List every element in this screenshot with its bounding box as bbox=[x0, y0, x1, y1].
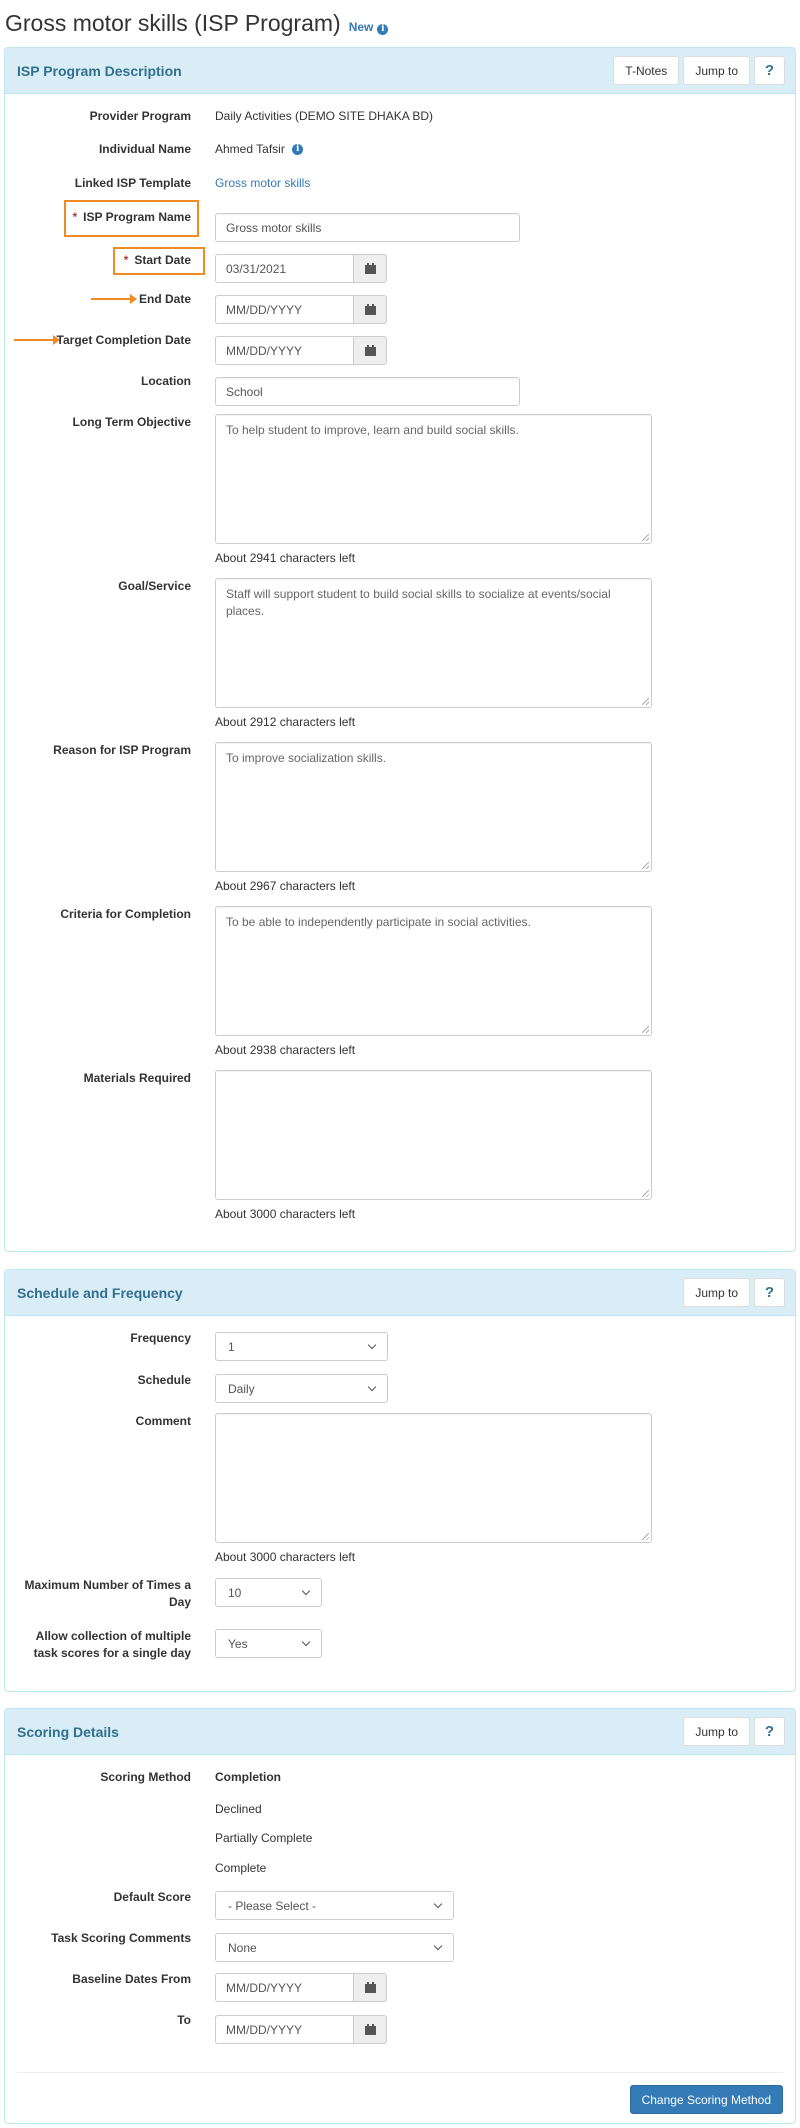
isp-program-description-panel bbox=[4, 47, 796, 1252]
frequency-label: Frequency bbox=[130, 1331, 191, 1345]
provider-program-value: Daily Activities (DEMO SITE DHAKA BD) bbox=[215, 109, 434, 123]
panel-title: Scoring Details bbox=[17, 1724, 119, 1740]
jump-to-button[interactable]: Jump to bbox=[683, 56, 750, 85]
resize-handle[interactable] bbox=[642, 1190, 649, 1197]
page-title: Gross motor skills (ISP Program) bbox=[5, 10, 341, 36]
individual-name-text: Ahmed Tafsir bbox=[215, 142, 285, 156]
characters-left: About 2941 characters left bbox=[215, 551, 356, 565]
comment-textarea[interactable] bbox=[215, 1413, 652, 1543]
max-times-label: Maximum Number of Times a Day bbox=[24, 1578, 191, 1609]
long-term-objective-label: Long Term Objective bbox=[72, 415, 191, 429]
score-option: Partially Complete bbox=[215, 1831, 313, 1845]
resize-handle[interactable] bbox=[642, 1026, 649, 1033]
program-name-input[interactable]: Gross motor skills bbox=[215, 213, 520, 242]
location-label: Location bbox=[141, 374, 191, 388]
calendar-button[interactable] bbox=[353, 2015, 387, 2044]
calendar-icon bbox=[365, 304, 376, 315]
chevron-down-icon bbox=[368, 1382, 376, 1390]
materials-textarea[interactable] bbox=[215, 1070, 652, 1200]
info-icon[interactable]: i bbox=[292, 144, 303, 155]
jump-to-button[interactable]: Jump to bbox=[683, 1278, 750, 1307]
schedule-select[interactable]: Daily bbox=[215, 1374, 388, 1403]
goal-service-textarea[interactable]: Staff will support student to build social skills to socialize at events/social places. bbox=[215, 578, 652, 708]
characters-left: About 2912 characters left bbox=[215, 715, 356, 729]
jump-to-button[interactable]: Jump to bbox=[683, 1717, 750, 1746]
characters-left: About 2938 characters left bbox=[215, 1043, 356, 1057]
baseline-from-input[interactable]: MM/DD/YYYY bbox=[215, 1973, 353, 2002]
target-date-input[interactable]: MM/DD/YYYY bbox=[215, 336, 353, 365]
characters-left: About 2967 characters left bbox=[215, 879, 356, 893]
panel-title: Schedule and Frequency bbox=[17, 1285, 183, 1301]
chevron-down-icon bbox=[302, 1637, 310, 1645]
goal-service-label: Goal/Service bbox=[118, 579, 191, 593]
baseline-to-picker bbox=[215, 2015, 387, 2044]
task-scoring-comments-label: Task Scoring Comments bbox=[51, 1931, 191, 1945]
baseline-from-label: Baseline Dates From bbox=[72, 1972, 191, 1986]
characters-left: About 3000 characters left bbox=[215, 1207, 356, 1221]
target-date-label: Target Completion Date bbox=[56, 333, 191, 347]
start-date-label: * Start Date bbox=[123, 253, 191, 267]
panel-heading bbox=[5, 1709, 795, 1755]
page-header bbox=[5, 10, 388, 40]
reason-label: Reason for ISP Program bbox=[53, 743, 191, 757]
provider-program-label: Provider Program bbox=[89, 109, 191, 123]
panel-tools bbox=[683, 1717, 785, 1746]
scoring-details-panel bbox=[4, 1708, 796, 2124]
panel-heading bbox=[5, 1270, 795, 1316]
schedule-label: Schedule bbox=[137, 1373, 191, 1387]
start-date-input[interactable]: 03/31/2021 bbox=[215, 254, 353, 283]
allow-multiple-label: Allow collection of multiple task scores for a single day bbox=[33, 1629, 191, 1660]
resize-handle[interactable] bbox=[642, 1533, 649, 1540]
comment-label: Comment bbox=[135, 1414, 191, 1428]
help-button[interactable]: ? bbox=[754, 56, 785, 85]
baseline-from-picker bbox=[215, 1973, 387, 2002]
calendar-icon bbox=[365, 263, 376, 274]
linked-template-label: Linked ISP Template bbox=[74, 176, 191, 190]
calendar-icon bbox=[365, 1982, 376, 1993]
program-name-label: * ISP Program Name bbox=[72, 210, 191, 224]
allow-multiple-select[interactable]: Yes bbox=[215, 1629, 322, 1658]
default-score-select[interactable]: - Please Select - bbox=[215, 1891, 454, 1920]
panel-title: ISP Program Description bbox=[17, 63, 182, 79]
target-date-picker bbox=[215, 336, 387, 365]
calendar-button[interactable] bbox=[353, 254, 387, 283]
help-button[interactable]: ? bbox=[754, 1278, 785, 1307]
required-marker: * bbox=[72, 210, 78, 224]
individual-name-value bbox=[215, 141, 303, 158]
required-marker: * bbox=[123, 253, 129, 267]
reason-textarea[interactable]: To improve socialization skills. bbox=[215, 742, 652, 872]
info-icon[interactable]: i bbox=[377, 24, 388, 35]
baseline-to-input[interactable]: MM/DD/YYYY bbox=[215, 2015, 353, 2044]
materials-label: Materials Required bbox=[83, 1071, 191, 1085]
change-scoring-method-button[interactable]: Change Scoring Method bbox=[630, 2085, 783, 2114]
new-status-link[interactable]: New bbox=[348, 20, 374, 34]
calendar-button[interactable] bbox=[353, 336, 387, 365]
end-date-label: End Date bbox=[138, 292, 191, 306]
linked-template-link[interactable]: Gross motor skills bbox=[215, 176, 311, 190]
task-scoring-comments-select[interactable]: None bbox=[215, 1933, 454, 1962]
schedule-frequency-panel bbox=[4, 1269, 796, 1692]
long-term-objective-textarea[interactable]: To help student to improve, learn and build social skills. bbox=[215, 414, 652, 544]
score-option: Declined bbox=[215, 1802, 262, 1816]
max-times-select[interactable]: 10 bbox=[215, 1578, 322, 1607]
chevron-down-icon bbox=[434, 1941, 442, 1949]
baseline-to-label: To bbox=[177, 2013, 191, 2027]
criteria-textarea[interactable]: To be able to independently participate in social activities. bbox=[215, 906, 652, 1036]
panel-tools bbox=[683, 1278, 785, 1307]
chevron-down-icon bbox=[302, 1586, 310, 1594]
characters-left: About 3000 characters left bbox=[215, 1550, 356, 1564]
calendar-icon bbox=[365, 345, 376, 356]
default-score-label: Default Score bbox=[113, 1890, 191, 1904]
scoring-method-value: Completion bbox=[215, 1770, 281, 1784]
panel-tools bbox=[613, 56, 785, 85]
chevron-down-icon bbox=[434, 1899, 442, 1907]
annotation-arrow-end-date bbox=[91, 298, 131, 300]
end-date-input[interactable]: MM/DD/YYYY bbox=[215, 295, 353, 324]
start-date-picker bbox=[215, 254, 387, 283]
annotation-arrow-target-date bbox=[14, 339, 54, 341]
help-button[interactable]: ? bbox=[754, 1717, 785, 1746]
calendar-icon bbox=[365, 2024, 376, 2035]
calendar-button[interactable] bbox=[353, 295, 387, 324]
resize-handle[interactable] bbox=[642, 698, 649, 705]
resize-handle[interactable] bbox=[642, 534, 649, 541]
calendar-button[interactable] bbox=[353, 1973, 387, 2002]
panel-heading bbox=[5, 48, 795, 94]
score-option: Complete bbox=[215, 1861, 267, 1875]
resize-handle[interactable] bbox=[642, 862, 649, 869]
t-notes-button[interactable]: T-Notes bbox=[613, 56, 679, 85]
criteria-label: Criteria for Completion bbox=[60, 907, 191, 921]
individual-name-label: Individual Name bbox=[98, 142, 191, 156]
scoring-method-label: Scoring Method bbox=[100, 1770, 191, 1784]
end-date-picker bbox=[215, 295, 387, 324]
divider bbox=[17, 2072, 783, 2073]
location-input[interactable]: School bbox=[215, 377, 520, 406]
chevron-down-icon bbox=[368, 1340, 376, 1348]
frequency-select[interactable]: 1 bbox=[215, 1332, 388, 1361]
